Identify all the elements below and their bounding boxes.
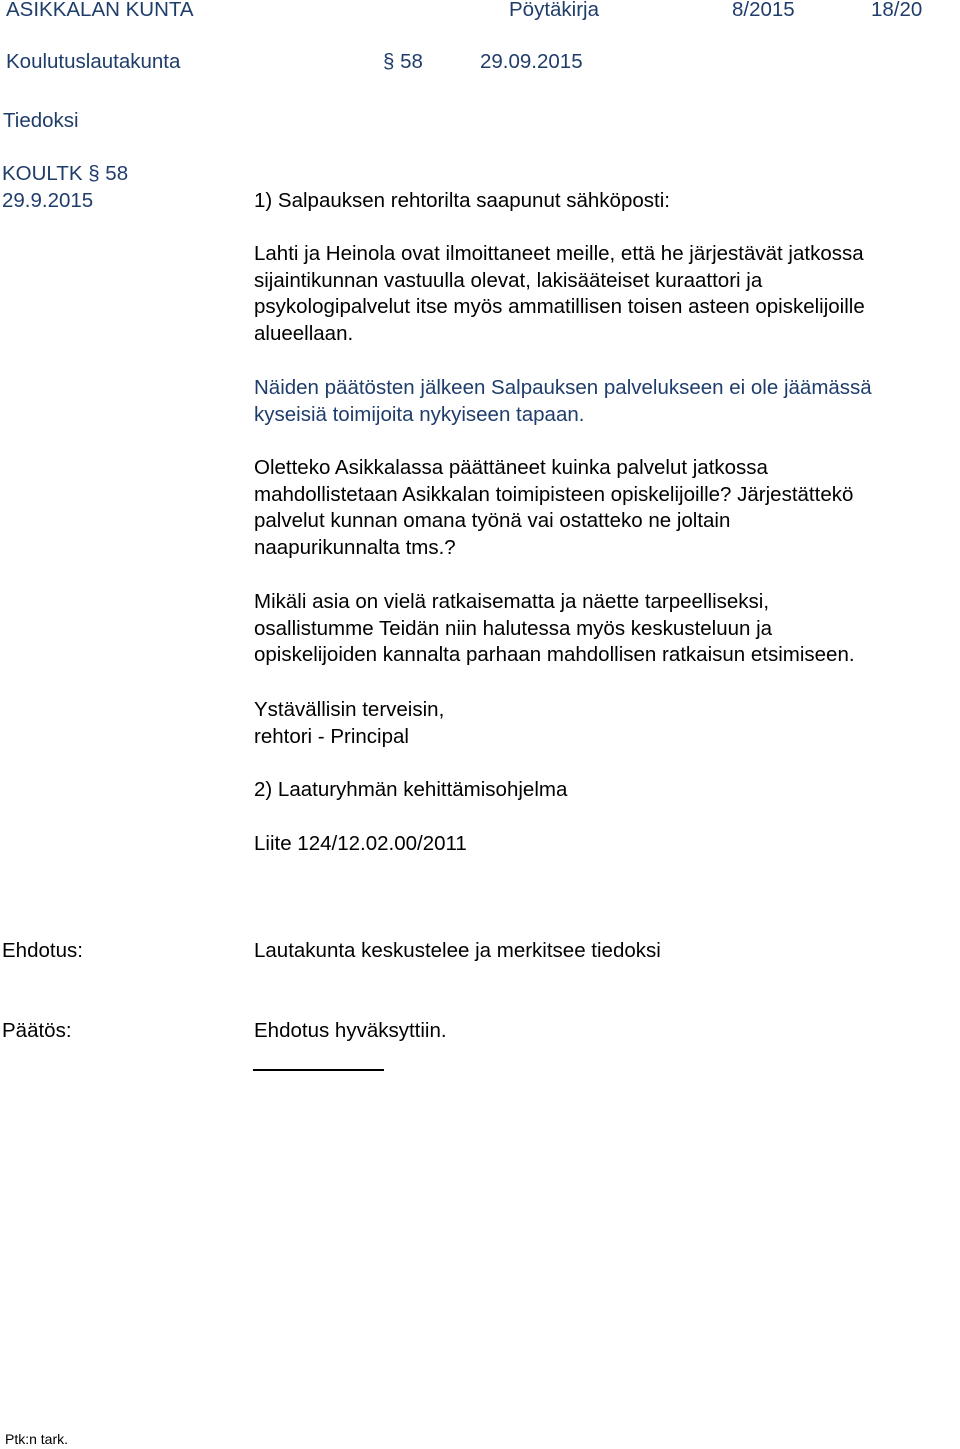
paragraph-2 [254, 375, 958, 428]
paragraph-line: Oletteko Asikkalassa päättäneet kuinka palvelut jatkossa [254, 456, 768, 479]
paragraph-line: sijaintikunnan vastuulla olevat, lakisääteiset kuraattori ja [254, 268, 763, 292]
paragraph-line: opiskelijoiden kannalta parhaan mahdollisen ratkaisun etsimiseen. [254, 643, 855, 667]
paragraph-line: alueellaan. [254, 322, 354, 346]
signature-block [254, 697, 958, 750]
page-number: 18/20 [871, 0, 923, 21]
attachment-reference: Liite 124/12.02.00/2011 [254, 832, 467, 855]
reference-code: KOULTK § 58 [2, 162, 129, 185]
page-title: Tiedoksi [3, 109, 79, 132]
paragraph-line: Lahti ja Heinola ovat ilmoittaneet meille, että he järjestävät jatkossa [254, 242, 864, 265]
decision-label: Päätös: [2, 1019, 72, 1042]
paragraph-line: rehtori - Principal [254, 724, 409, 748]
org-name: ASIKKALAN KUNTA [6, 0, 194, 21]
proposal-text: Lautakunta keskustelee ja merkitsee tiedoksi [254, 939, 661, 962]
end-divider [253, 1069, 384, 1071]
paragraph-line: psykologipalvelut itse myös ammatillisen toisen asteen opiskelijoille [254, 295, 865, 319]
proposal-label: Ehdotus: [2, 939, 83, 962]
paragraph-line: Mikäli asia on vielä ratkaisematta ja näette tarpeelliseksi, [254, 590, 770, 613]
paragraph-line: Ystävällisin terveisin, [254, 698, 445, 721]
paragraph-line: naapurikunnalta tms.? [254, 536, 456, 560]
decision-text: Ehdotus hyväksyttiin. [254, 1019, 447, 1042]
doc-type: Pöytäkirja [509, 0, 600, 21]
item-2-heading: 2) Laaturyhmän kehittämisohjelma [254, 778, 568, 801]
paragraph-line: palvelut kunnan omana työnä vai ostatteko ne joltain [254, 509, 731, 533]
paragraph-1 [254, 241, 958, 348]
paragraph-line: osallistumme Teidän niin halutessa myös keskusteluun ja [254, 616, 773, 640]
footer-checkers: Ptk:n tark. [5, 1431, 69, 1447]
paragraph-3 [254, 455, 958, 562]
doc-number: 8/2015 [732, 0, 795, 21]
reference-date: 29.9.2015 [2, 189, 94, 212]
board-name: Koulutuslautakunta [6, 50, 181, 73]
meeting-date: 29.09.2015 [480, 50, 583, 73]
paragraph-line: Näiden päätösten jälkeen Salpauksen palvelukseen ei ole jäämässä [254, 376, 872, 399]
item-1-heading: 1) Salpauksen rehtorilta saapunut sähköposti: [254, 189, 670, 212]
paragraph-line: kyseisiä toimijoita nykyiseen tapaan. [254, 402, 585, 426]
paragraph-4 [254, 589, 958, 669]
section-number: § 58 [383, 50, 423, 73]
paragraph-line: mahdollistetaan Asikkalan toimipisteen opiskelijoille? Järjestättekö [254, 482, 854, 506]
